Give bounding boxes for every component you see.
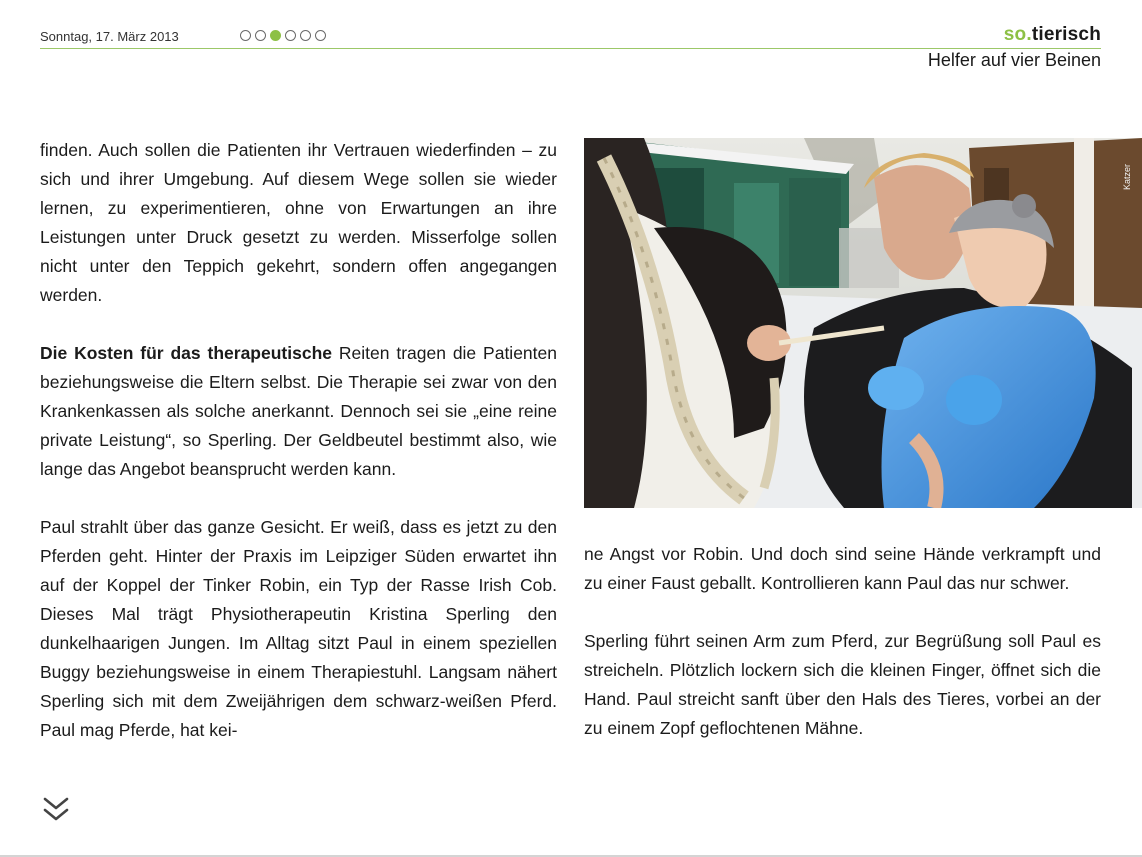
page-dot-6[interactable] (315, 30, 326, 41)
page-dot-2[interactable] (255, 30, 266, 41)
paragraph-4: ne Angst vor Robin. Und doch sind seine Hände verkrampft und zu einer Faust geballt. Kontrollieren kann Paul das nur schwer. (584, 544, 1101, 593)
page-dot-4[interactable] (285, 30, 296, 41)
section-brand (1004, 24, 1101, 46)
brand-name: tierisch (1031, 24, 1101, 45)
header-rule (40, 48, 1101, 49)
article-column-left (40, 136, 557, 774)
section-title: Helfer auf vier Beinen (927, 50, 1101, 70)
article-column-right (584, 540, 1101, 772)
scroll-down-chevron-icon[interactable] (42, 796, 72, 824)
page-dot-3-current[interactable] (270, 30, 281, 41)
paragraph-1: finden. Auch sollen die Patienten ihr Vertrauen wiederfinden – zu sich und ihrer Umgebung. Auf diesem Wege sollen sie wieder lernen, zu experimentieren, ohne von Erwartungen an ihre Leistungen unter Druck gesetzt zu werden. Misserfolge sollen nicht unter den Teppich gekehrt, sondern offen angegangen werden. (40, 140, 557, 305)
paragraph-2 (40, 339, 557, 484)
paragraph-2-text: Reiten tragen die Patienten beziehungsweise die Eltern selbst. Die Therapie sei zwar von den Krankenkassen als solche anerkannt. Dennoch sei sie „eine reine private Leistung“, so Sperling. Der Geldbeutel bestimmt also, wie lange das Angebot beansprucht werden kann. (40, 343, 557, 479)
paragraph-5: Sperling führt seinen Arm zum Pferd, zur Begrüßung soll Paul es streicheln. Plötzlich lockern sich die kleinen Finger, öffnet sich die Hand. Paul streicht sanft über den Hals des Tieres, vorbei an der zu einem Zopf geflochtenen Mähne. (584, 631, 1101, 738)
photo-illustration (584, 138, 1142, 508)
page-dot-5[interactable] (300, 30, 311, 41)
page-dot-1[interactable] (240, 30, 251, 41)
brand-prefix: so. (1003, 24, 1032, 45)
photo-credit: Katzer (1122, 164, 1132, 191)
page-indicator (240, 30, 326, 44)
paragraph-lead: Die Kosten für das therapeutische (40, 343, 332, 363)
article-photo (584, 138, 1142, 508)
issue-date: Sonntag, 17. März 2013 (40, 29, 179, 44)
paragraph-3: Paul strahlt über das ganze Gesicht. Er weiß, dass es jetzt zu den Pferden geht. Hinter der Praxis im Leipziger Süden erwartet ihn auf der Koppel der Tinker Robin, ein Typ der Rasse Irish Cob. Dieses Mal trägt Physiotherapeutin Kristina Sperling den dunkelhaarigen Jungen. Im Alltag sitzt Paul in einem speziellen Buggy beziehungsweise in einem Therapiestuhl. Langsam nähert Sperling sich mit dem Zweijährigen dem schwarz-weißen Pferd. Paul mag Pferde, hat kei- (40, 517, 557, 740)
